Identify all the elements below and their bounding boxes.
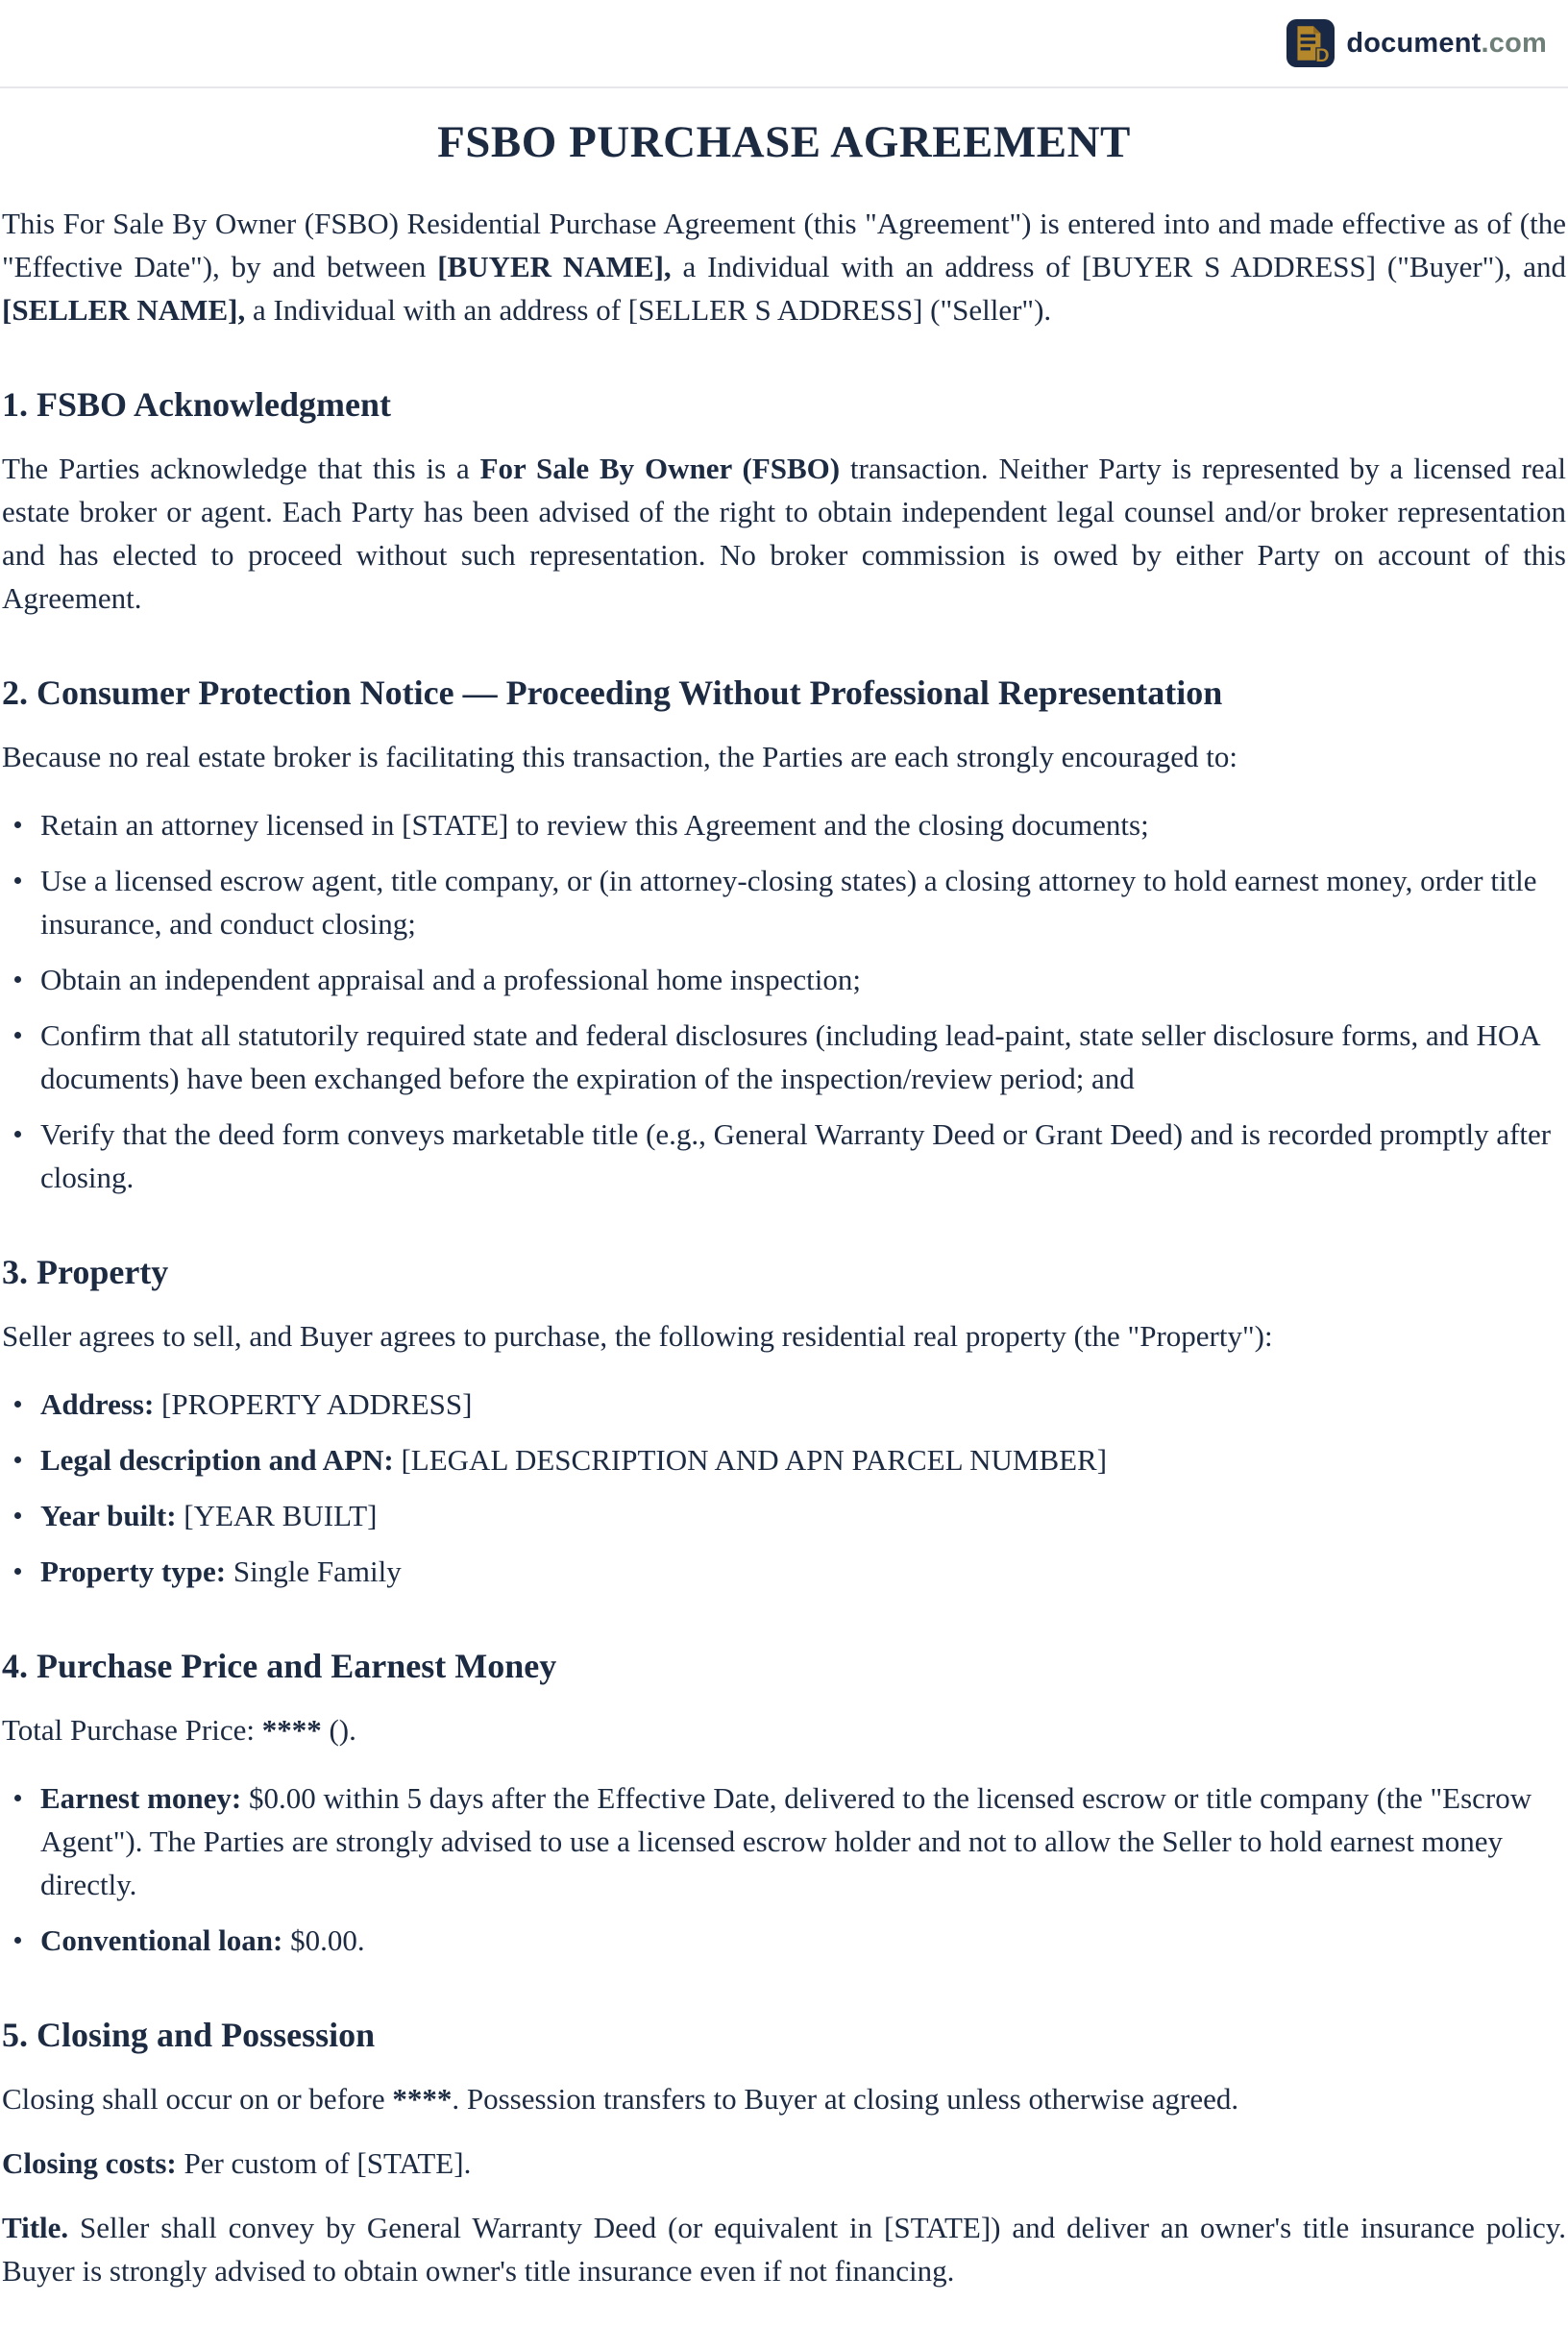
site-header — [0, 0, 1568, 88]
consumer-protection-list — [2, 803, 1566, 1199]
list-item: Legal description and APN: [LEGAL DESCRIPTION AND APN PARCEL NUMBER] — [40, 1438, 1566, 1481]
document-title: FSBO PURCHASE AGREEMENT — [437, 117, 1131, 167]
brand-name-suffix: .com — [1481, 27, 1547, 59]
brand-name-main: document — [1346, 27, 1482, 59]
intro-paragraph: This For Sale By Owner (FSBO) Residential Purchase Agreement (this "Agreement") is entered into and made effective as of (the "Effective Date"), by and between [BUYER NAME], a Individual with an address of [BUYER S ADDRESS] ("Buyer"), and [SELLER NAME], a Individual with an address of [SELLER S ADDRESS] ("Seller"). — [2, 207, 1566, 328]
section-heading: 2. Consumer Protection Notice — Proceeding Without Professional Representation — [2, 673, 1223, 713]
brand-logo[interactable] — [1286, 19, 1547, 67]
document-icon — [1286, 19, 1335, 67]
closing-costs-paragraph: Closing costs: Per custom of [STATE]. — [2, 2146, 472, 2181]
list-item: Retain an attorney licensed in [STATE] to review this Agreement and the closing documents; — [40, 803, 1566, 846]
purchase-price-list — [2, 1776, 1566, 1962]
list-item: Confirm that all statutorily required state and federal disclosures (including lead-paint, state seller disclosure forms, and HOA documents) have been exchanged before the expiration of the inspection/review period; and — [40, 1014, 1566, 1100]
section-property — [2, 1251, 1566, 1593]
property-list — [2, 1383, 1566, 1593]
title-paragraph: Title. Seller shall convey by General Warranty Deed (or equivalent in [STATE]) and deliver an owner's title insurance policy. Buyer is strongly advised to obtain owner's title insurance even if not financing. — [2, 2211, 1566, 2289]
section-heading: 4. Purchase Price and Earnest Money — [2, 1647, 557, 1686]
section-closing-and-possession — [2, 2014, 1566, 2292]
list-item: Address: [PROPERTY ADDRESS] — [40, 1383, 1566, 1426]
brand-name — [1346, 28, 1547, 60]
logo-letter: D — [1315, 44, 1330, 66]
list-item: Property type: Single Family — [40, 1550, 1566, 1593]
section-heading: 1. FSBO Acknowledgment — [2, 385, 392, 425]
list-item: Conventional loan: $0.00. — [40, 1919, 1566, 1962]
section-fsbo-acknowledgment — [2, 383, 1566, 620]
document-page — [0, 115, 1568, 2350]
list-item: Verify that the deed form conveys marketable title (e.g., General Warranty Deed or Grant Deed) and is recorded promptly after closing. — [40, 1113, 1566, 1199]
list-item: Obtain an independent appraisal and a professional home inspection; — [40, 958, 1566, 1001]
list-item: Earnest money: $0.00 within 5 days after the Effective Date, delivered to the licensed escrow or title company (the "Escrow Agent"). The Parties are strongly advised to use a licensed escrow holder and not to allow the Seller to hold earnest money directly. — [40, 1776, 1566, 1906]
section-paragraph: The Parties acknowledge that this is a For Sale By Owner (FSBO) transaction. Neither Party is represented by a licensed real estate broker or agent. Each Party has been advised of the right to obtain independent legal counsel and/or broker representation and has elected to proceed without such representation. No broker commission is owed by either Party on account of this Agreement. — [2, 452, 1566, 616]
section-heading: 5. Closing and Possession — [2, 2016, 376, 2055]
section-consumer-protection-notice — [2, 672, 1566, 1199]
section-heading: 3. Property — [2, 1253, 169, 1292]
section-paragraph: Total Purchase Price: **** (). — [2, 1713, 356, 1748]
section-purchase-price — [2, 1645, 1566, 1962]
section-paragraph: Closing shall occur on or before ****. Possession transfers to Buyer at closing unless otherwise agreed. — [2, 2082, 1239, 2117]
section-paragraph: Seller agrees to sell, and Buyer agrees to purchase, the following residential real property (the "Property"): — [2, 1319, 1273, 1354]
section-paragraph: Because no real estate broker is facilitating this transaction, the Parties are each strongly encouraged to: — [2, 740, 1238, 774]
list-item: Year built: [YEAR BUILT] — [40, 1494, 1566, 1537]
list-item: Use a licensed escrow agent, title company, or (in attorney-closing states) a closing attorney to hold earnest money, order title insurance, and conduct closing; — [40, 859, 1566, 945]
